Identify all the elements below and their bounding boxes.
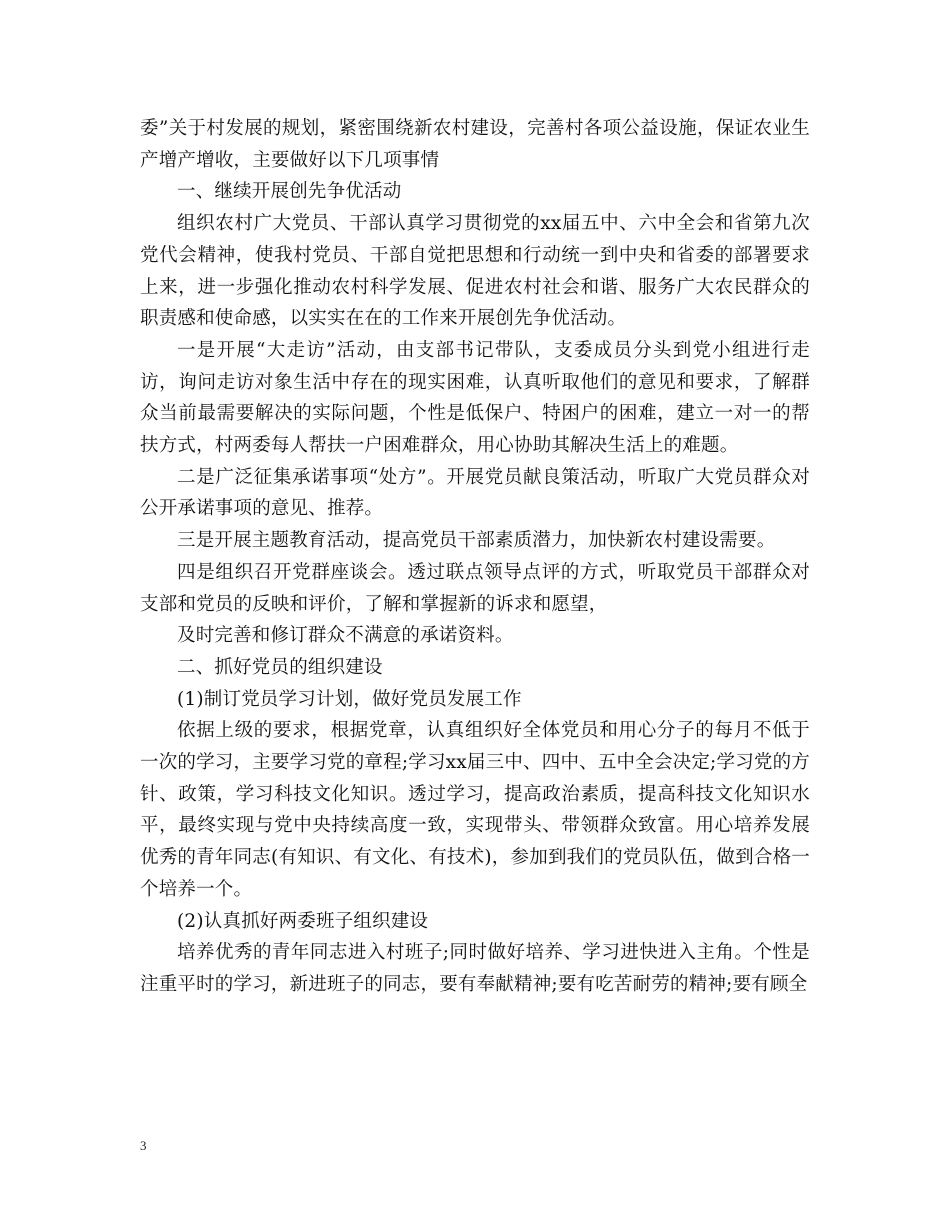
subsection-heading: (1)制订党员学习计划，做好党员发展工作 xyxy=(177,688,522,710)
paragraph: 组织农村广大党员、干部认真学习贯彻党的xx届五中、六中全会和省第九次党代会精神，使我村党员、干部自觉把思想和行动统一到中央和省委的部署要求上来，进一步强化推动农村科学发展、促进农村社会和谐、服务广大农民群众的职责感和使命感，以实实在在的工作来开展创先争优活动。 xyxy=(140,213,810,330)
document-body xyxy=(140,113,810,1001)
paragraph: 及时完善和修订群众不满意的承诺资料。 xyxy=(177,625,514,647)
paragraph: 三是开展主题教育活动，提高党员干部素质潜力，加快新农村建设需要。 xyxy=(177,530,776,552)
section-heading: 一、继续开展创先争优活动 xyxy=(177,181,402,203)
subsection-heading: (2)认真抓好两委班子组织建设 xyxy=(177,910,429,932)
section-heading: 二、抓好党员的组织建设 xyxy=(177,656,383,678)
paragraph: 四是组织召开党群座谈会。透过联点领导点评的方式，听取党员干部群众对支部和党员的反映和评价，了解和掌握新的诉求和愿望， xyxy=(140,561,810,615)
page-number: 3 xyxy=(140,1138,147,1153)
paragraph: 培养优秀的青年同志进入村班子;同时做好培养、学习进快进入主角。个性是注重平时的学习，新进班子的同志，要有奉献精神;要有吃苦耐劳的精神;要有顾全 xyxy=(140,942,810,995)
paragraph: 二是广泛征集承诺事项“处方”。开展党员献良策活动，听取广大党员群众对公开承诺事项的意见、推荐。 xyxy=(140,466,810,520)
paragraph: 委”关于村发展的规划，紧密围绕新农村建设，完善村各项公益设施，保证农业生产增产增收，主要做好以下几项事情 xyxy=(140,118,810,171)
paragraph: 依据上级的要求，根据党章，认真组织好全体党员和用心分子的每月不低于一次的学习，主要学习党的章程;学习xx届三中、四中、五中全会决定;学习党的方针、政策，学习科技文化知识。透过学习，提高政治素质，提高科技文化知识水平，最终实现与党中央持续高度一致，实现带头、带领群众致富。用心培养发展优秀的青年同志(有知识、有文化、有技术)，参加到我们的党员队伍，做到合格一个培养一个。 xyxy=(140,720,810,900)
paragraph: 一是开展“大走访”活动，由支部书记带队，支委成员分头到党小组进行走访，询问走访对象生活中存在的现实困难，认真听取他们的意见和要求，了解群众当前最需要解决的实际问题，个性是低保户、特困户的困难，建立一对一的帮扶方式，村两委每人帮扶一户困难群众，用心协助其解决生活上的难题。 xyxy=(140,339,810,457)
